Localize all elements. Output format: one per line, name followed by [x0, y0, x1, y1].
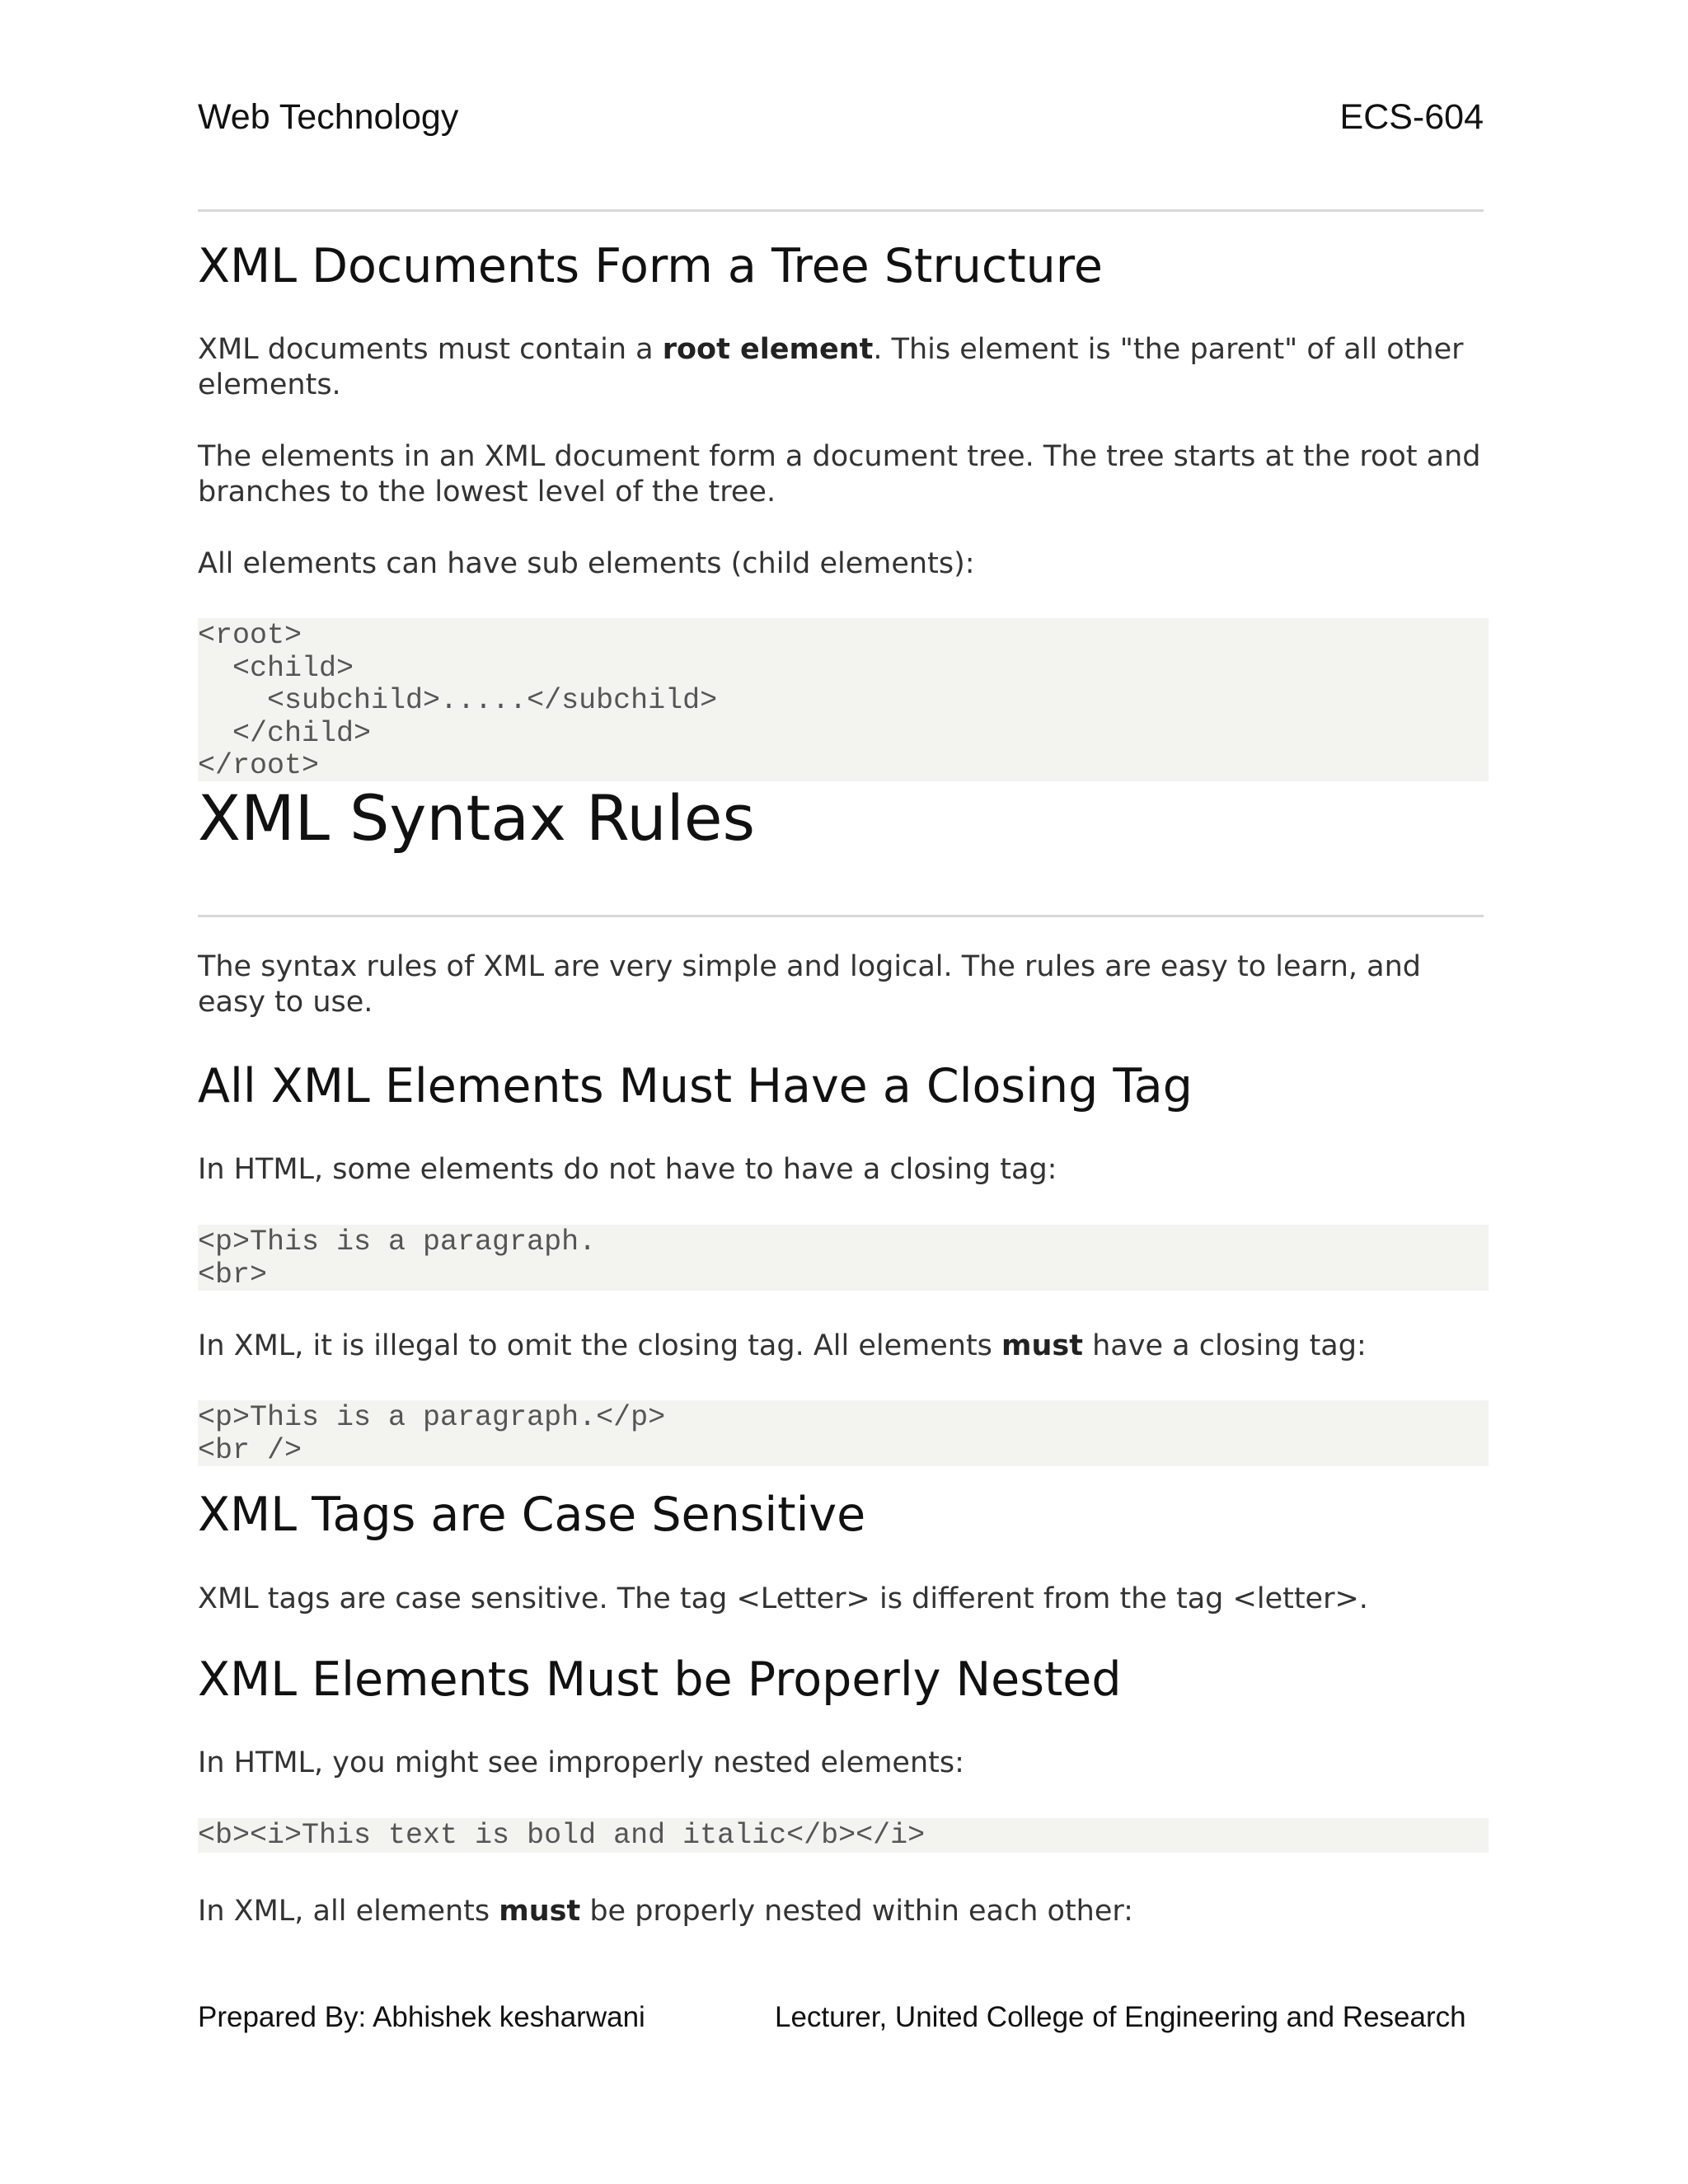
paragraph-document-tree: The elements in an XML document form a document tree. The tree starts at the root and branches to the lowest level of the tree.: [198, 440, 1481, 509]
code-block-html-paragraph: <p>This is a paragraph. <br>: [198, 1225, 1489, 1291]
section-title-nested: XML Elements Must be Properly Nested: [198, 1652, 1122, 1707]
bold-text: must: [1001, 1329, 1083, 1362]
paragraph-xml-closing: [198, 1329, 1484, 1364]
paragraph-syntax-intro: The syntax rules of XML are very simple and logical. The rules are easy to learn, and easy to use.: [198, 950, 1421, 1019]
footer-prepared-by: Prepared By: Abhishek kesharwani: [198, 2001, 645, 2033]
footer-affiliation: Lecturer, United College of Engineering and Research: [775, 2001, 1466, 2033]
paragraph-html-nesting: In HTML, you might see improperly nested elements:: [198, 1746, 964, 1779]
text-fragment: be properly nested within each other:: [580, 1895, 1133, 1928]
header-course-code: ECS-604: [1339, 97, 1484, 137]
text-fragment: In XML, it is illegal to omit the closing tag. All elements: [198, 1329, 1002, 1362]
bold-text: root element: [662, 333, 874, 366]
header-course-title: Web Technology: [198, 97, 459, 137]
syntax-divider: [198, 915, 1484, 917]
code-block-improper-nesting: <b><i>This text is bold and italic</b></i>: [198, 1818, 1489, 1853]
text-fragment: XML documents must contain a: [198, 333, 663, 366]
paragraph-case-sensitive: XML tags are case sensitive. The tag <Letter> is different from the tag <letter>.: [198, 1582, 1368, 1615]
section-title-closing-tag: All XML Elements Must Have a Closing Tag: [198, 1059, 1193, 1113]
page-header: [198, 97, 1484, 138]
text-fragment: . This element is "the parent" of all other elements.: [198, 333, 1464, 401]
section-title-syntax-rules: XML Syntax Rules: [198, 781, 756, 855]
section-title-tree-structure: XML Documents Form a Tree Structure: [198, 239, 1104, 293]
paragraph-root-element: [198, 332, 1484, 403]
code-block-xml-paragraph: <p>This is a paragraph.</p> <br />: [198, 1400, 1489, 1466]
section-title-case-sensitive: XML Tags are Case Sensitive: [198, 1488, 866, 1542]
paragraph-sub-elements: All elements can have sub elements (child elements):: [198, 547, 975, 580]
paragraph-html-closing: In HTML, some elements do not have to have a closing tag:: [198, 1153, 1057, 1186]
text-fragment: In XML, all elements: [198, 1895, 499, 1928]
header-divider: [198, 209, 1484, 212]
text-fragment: have a closing tag:: [1083, 1329, 1367, 1362]
code-block-tree-example: <root> <child> <subchild>.....</subchild> </child> </root>: [198, 618, 1489, 781]
paragraph-xml-nesting: [198, 1894, 1484, 1929]
bold-text: must: [499, 1895, 581, 1928]
